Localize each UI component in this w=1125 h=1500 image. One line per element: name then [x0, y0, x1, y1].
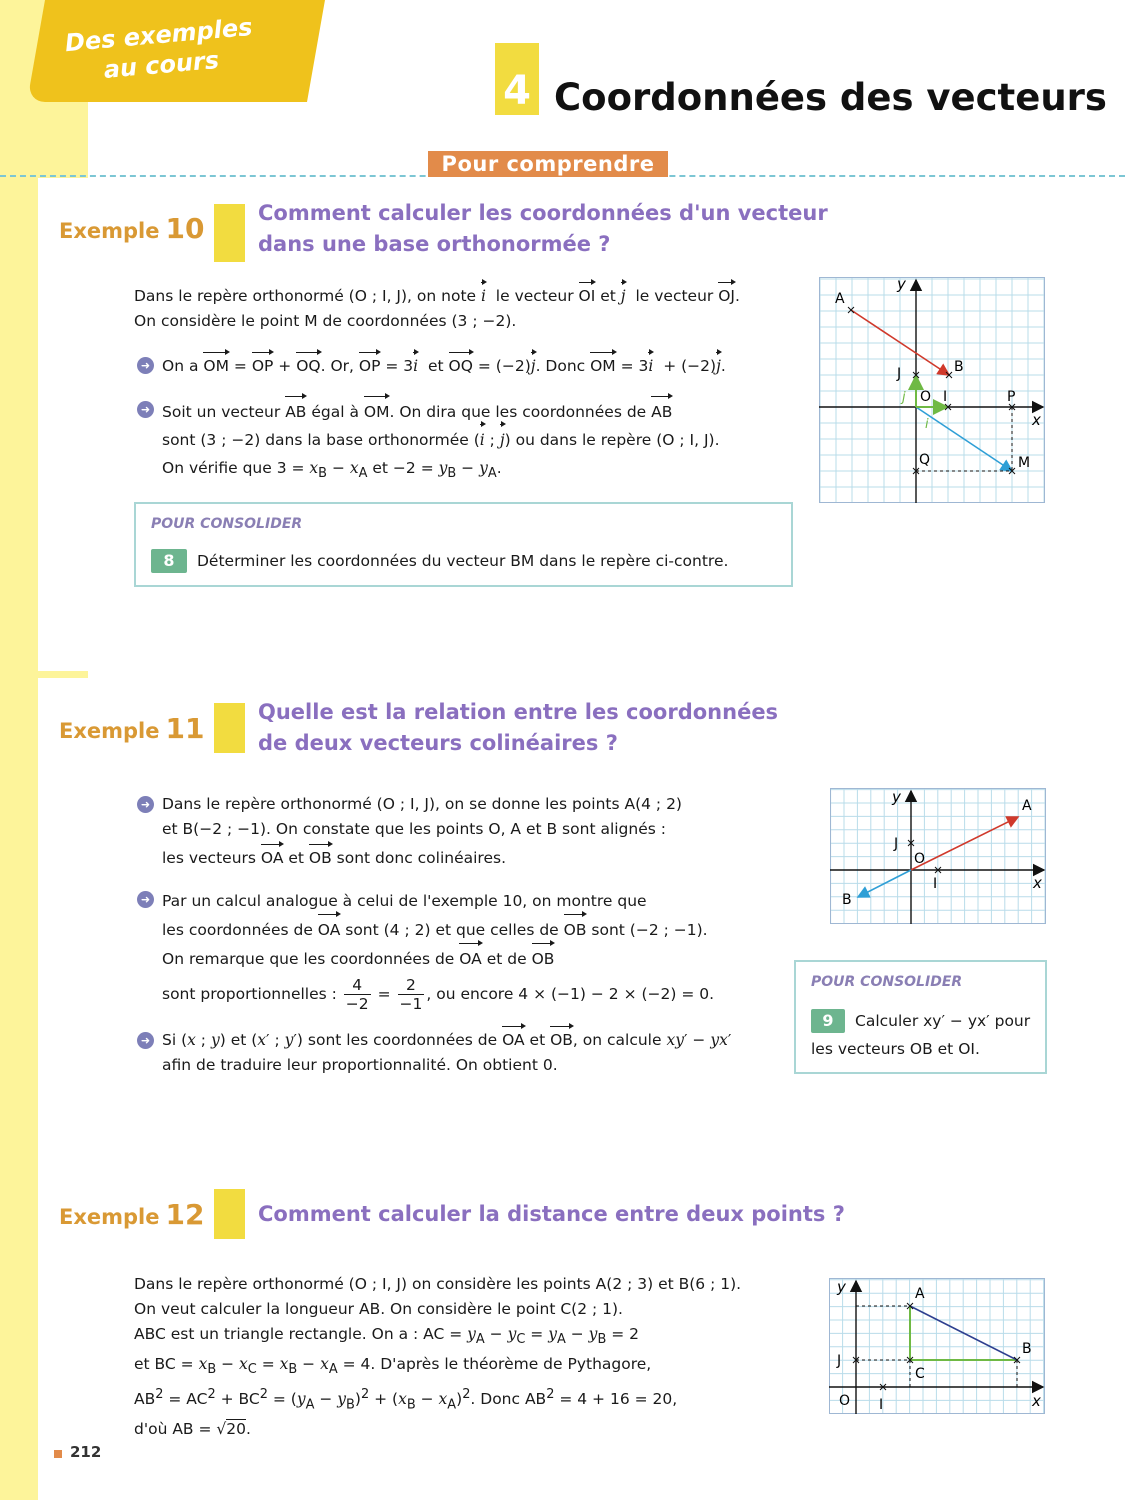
point-label: I — [933, 876, 938, 892]
section-tab: Pour comprendre — [428, 151, 668, 177]
bullet-arrow-icon: ➜ — [137, 357, 154, 374]
title-line: dans une base orthonormée ? — [258, 232, 611, 256]
example-12-accent-bar — [214, 1189, 245, 1239]
point-label: Q — [919, 452, 931, 468]
example-10-step-2: Soit un vecteur AB égal à OM. On dira que les coordonnées de AB sont (3 ; −2) dans la base orthonormée (i ; j) ou dans le repère (O ; I, J). On vérifie que $3 = x_B - x_A$ et $-2 = y_B - y_A$. — [162, 398, 802, 488]
example-11-title — [258, 697, 778, 759]
chapter-number: 4 — [495, 43, 539, 115]
point-label: B — [1022, 1341, 1032, 1357]
example-11-step-3: Si (x ; y) et (x′ ; y′) sont les coordonnées de OA et OB, on calcule xy′ − yx′ afin de traduire leur proportionnalité. On obtient 0. — [162, 1028, 782, 1078]
exercise-number[interactable]: 9 — [811, 1009, 845, 1033]
bullet-arrow-icon: ➜ — [137, 1032, 154, 1049]
example-12-label — [59, 1198, 204, 1231]
example-11-step-1: Dans le repère orthonormé (O ; I, J), on se donne les points A(4 ; 2) et B(−2 ; −1). On constate que les points O, A et B sont alignés : les vecteurs OA et OB sont donc colinéaires. — [162, 792, 762, 871]
title-line: de deux vecteurs colinéaires ? — [258, 731, 618, 755]
axis-label: y — [837, 1278, 846, 1296]
axis-label: x — [1033, 874, 1042, 892]
point-label: C — [915, 1366, 925, 1382]
example-12-body: Dans le repère orthonormé (O ; I, J) on considère les points A(2 ; 3) et B(6 ; 1). On veut calculer la longueur AB. On considère le point C(2 ; 1). ABC est un triangle rectangle. On a : AC = $y_A - y_C = y_A - y_B = 2$ et BC = $x_B - x_C = x_B - x_A = 4$. D'après le théorème de Pythagore, $AB^2 = AC^2 + BC^2 = (y_A - y_B)^2 + (x_B - x_A)^2$. Donc $AB^2 = 4 + 16 = 20$, d'où AB = √20. — [134, 1275, 742, 1439]
exercise-text: Déterminer les coordonnées du vecteur BM dans le repère ci-contre. — [197, 552, 729, 570]
point-label: M — [1018, 455, 1031, 471]
bullet-arrow-icon: ➜ — [137, 401, 154, 418]
point-label: A — [835, 291, 845, 307]
example-number: 11 — [165, 712, 205, 745]
axis-label: y — [897, 277, 906, 293]
point-label: A — [1022, 798, 1032, 814]
consolider-content — [151, 549, 728, 573]
example-11-label — [59, 712, 204, 745]
example-label-word: Exemple — [59, 1205, 160, 1229]
point-label: J — [897, 366, 902, 382]
bullet-arrow-icon: ➜ — [137, 891, 154, 908]
bullet-arrow-icon: ➜ — [137, 796, 154, 813]
example-10-label — [59, 212, 204, 245]
point-label: I — [879, 1397, 884, 1413]
vector-label: i — [925, 417, 929, 432]
chapter-title: Coordonnées des vecteurs — [554, 76, 1107, 119]
figure-1-coordinate-grid — [819, 277, 1045, 503]
figure-3-coordinate-grid — [829, 1278, 1045, 1414]
corner-badge-line: au cours — [102, 45, 221, 84]
vector-label: j — [902, 390, 906, 405]
example-number: 12 — [165, 1198, 205, 1231]
example-11-step-2: Par un calcul analogue à celui de l'exemple 10, on montre que les coordonnées de OA sont (4 ; 2) et que celles de OB sont (−2 ; −1). On remarque que les coordonnées de OA et de OB sont proportionnelles : $\frac{4}{-2}$ = $\frac{2}{-1}$ , ou encore 4 × (−1) − 2 × (−2) = 0. — [162, 892, 715, 1013]
example-12-title — [258, 1199, 845, 1230]
consolider-box-8 — [134, 502, 793, 587]
point-label: O — [914, 851, 926, 867]
title-line: Comment calculer les coordonnées d'un vecteur — [258, 201, 828, 225]
axis-label: x — [1032, 1392, 1041, 1410]
consolider-box-9 — [794, 960, 1047, 1074]
example-11-accent-bar — [214, 703, 245, 753]
point-label: B — [842, 892, 852, 908]
point-label: O — [920, 389, 932, 405]
point-label: J — [837, 1353, 842, 1369]
example-10-accent-bar — [214, 204, 245, 262]
title-line: Comment calculer la distance entre deux points ? — [258, 1202, 845, 1226]
point-label: O — [839, 1393, 851, 1409]
point-label: B — [954, 359, 964, 375]
example-10-intro: Dans le repère orthonormé (O ; I, J), on note i le vecteur OI et j le vecteur OJ. On considère le point M de coordonnées (3 ; −2). — [134, 284, 804, 334]
example-number: 10 — [165, 212, 205, 245]
consolider-content — [811, 1007, 1036, 1063]
corner-badge-line: Des exemples — [63, 12, 254, 58]
exercise-number[interactable]: 8 — [151, 549, 187, 573]
footer-marker — [54, 1450, 62, 1458]
example-10-step-1: On a OM = OP + OQ. Or, OP = 3i et OQ = (−2)j. Donc OM = 3i + (−2)j. — [162, 354, 802, 379]
example-10-title — [258, 198, 828, 260]
figure-2-coordinate-grid — [830, 788, 1046, 924]
example-label-word: Exemple — [59, 219, 160, 243]
title-line: Quelle est la relation entre les coordonnées — [258, 700, 779, 724]
consolider-heading: POUR CONSOLIDER — [811, 974, 963, 990]
point-label: I — [943, 389, 948, 405]
point-label: J — [894, 836, 899, 852]
example-label-word: Exemple — [59, 719, 160, 743]
consolider-heading: POUR CONSOLIDER — [151, 516, 303, 532]
axis-label: x — [1032, 411, 1041, 429]
page-number: 212 — [70, 1443, 102, 1461]
point-label: A — [915, 1286, 925, 1302]
point-label: P — [1007, 389, 1016, 405]
axis-label: y — [892, 788, 901, 806]
exercise-text: Calculer xy′ − yx′ pour les vecteurs OB et OI. — [811, 1012, 1031, 1058]
